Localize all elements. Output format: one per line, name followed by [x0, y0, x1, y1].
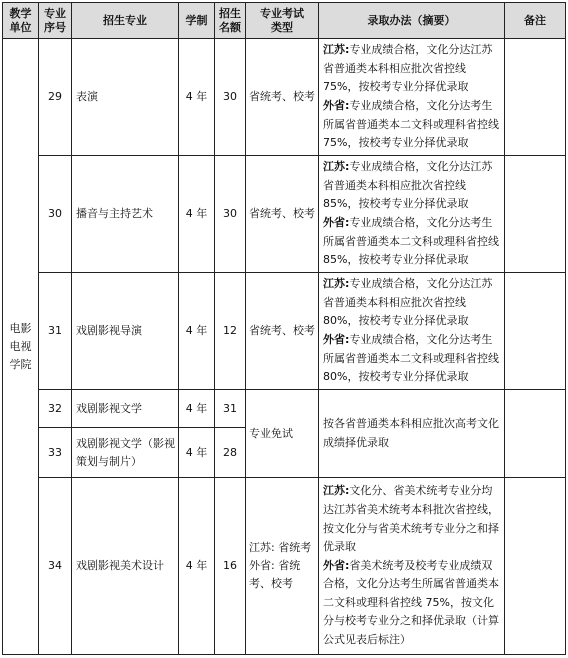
- seq-cell: 34: [39, 478, 72, 655]
- note-cell: [505, 390, 566, 478]
- exam-cell: 江苏: 省统考 外省: 省统考、校考: [246, 478, 319, 655]
- department-cell: 电影 电视 学院: [3, 39, 39, 655]
- seq-cell: 29: [39, 39, 72, 156]
- years-cell: 4 年: [179, 273, 215, 390]
- method-cell-merged: 按各省普通类本科相应批次高考文化成绩择优录取: [319, 390, 505, 478]
- header-years: 学制: [179, 3, 215, 39]
- exam-cell: 省统考、校考: [246, 273, 319, 390]
- note-cell: [505, 156, 566, 273]
- header-dept: 教学 单位: [3, 3, 39, 39]
- years-cell: 4 年: [179, 428, 215, 478]
- header-row: [3, 3, 566, 39]
- header-quota: 招生 名额: [215, 3, 246, 39]
- note-cell: [505, 273, 566, 390]
- method-cell: 江苏:专业成绩合格，文化分达江苏省普通类本科相应批次省控线 80%，按校考专业分择优录取 外省:专业成绩合格，文化分达考生所属省普通类本二文科或理科省控线 80%，按校考专业分择优录取: [319, 273, 505, 390]
- table-row: [3, 39, 566, 156]
- quota-cell: 12: [215, 273, 246, 390]
- exam-cell: 省统考、校考: [246, 39, 319, 156]
- note-cell: [505, 39, 566, 156]
- header-method: 录取办法（摘要）: [319, 3, 505, 39]
- quota-cell: 31: [215, 390, 246, 428]
- header-exam: 专业考试 类型: [246, 3, 319, 39]
- years-cell: 4 年: [179, 390, 215, 428]
- header-note: 备注: [505, 3, 566, 39]
- major-cell: 戏剧影视导演: [72, 273, 179, 390]
- table-row: [3, 390, 566, 428]
- table-row: [3, 156, 566, 273]
- admission-table: [2, 2, 566, 655]
- quota-cell: 28: [215, 428, 246, 478]
- years-cell: 4 年: [179, 478, 215, 655]
- exam-cell: 省统考、校考: [246, 156, 319, 273]
- quota-cell: 16: [215, 478, 246, 655]
- header-major: 招生专业: [72, 3, 179, 39]
- exam-cell-merged: 专业免试: [246, 390, 319, 478]
- seq-cell: 32: [39, 390, 72, 428]
- table-row: [3, 478, 566, 655]
- seq-cell: 30: [39, 156, 72, 273]
- major-cell: 播音与主持艺术: [72, 156, 179, 273]
- header-seq: 专业 序号: [39, 3, 72, 39]
- method-cell: 江苏:专业成绩合格，文化分达江苏省普通类本科相应批次省控线 75%，按校考专业分择优录取 外省:专业成绩合格，文化分达考生所属省普通类本二文科或理科省控线 75%，按校考专业分择优录取: [319, 39, 505, 156]
- major-cell: 戏剧影视美术设计: [72, 478, 179, 655]
- major-cell: 表演: [72, 39, 179, 156]
- method-cell: 江苏:专业成绩合格，文化分达江苏省普通类本科相应批次省控线 85%，按校考专业分择优录取 外省:专业成绩合格，文化分达考生所属省普通类本二文科或理科省控线 85%，按校考专业分择优录取: [319, 156, 505, 273]
- table-row: [3, 273, 566, 390]
- years-cell: 4 年: [179, 39, 215, 156]
- seq-cell: 33: [39, 428, 72, 478]
- quota-cell: 30: [215, 39, 246, 156]
- quota-cell: 30: [215, 156, 246, 273]
- years-cell: 4 年: [179, 156, 215, 273]
- major-cell: 戏剧影视文学: [72, 390, 179, 428]
- seq-cell: 31: [39, 273, 72, 390]
- note-cell: [505, 478, 566, 655]
- method-cell: 江苏:文化分、省美术统考专业分均达江苏省美术统考本科批次省控线，按文化分与省美术统考专业分之和择优录取 外省:省美术统考及校考专业成绩双合格，文化分达考生所属省普通类本二文科或理科省控线 75%，按文化分与校考专业分之和择优录取（计算公式见表后标注）: [319, 478, 505, 655]
- major-cell: 戏剧影视文学（影视策划与制片）: [72, 428, 179, 478]
